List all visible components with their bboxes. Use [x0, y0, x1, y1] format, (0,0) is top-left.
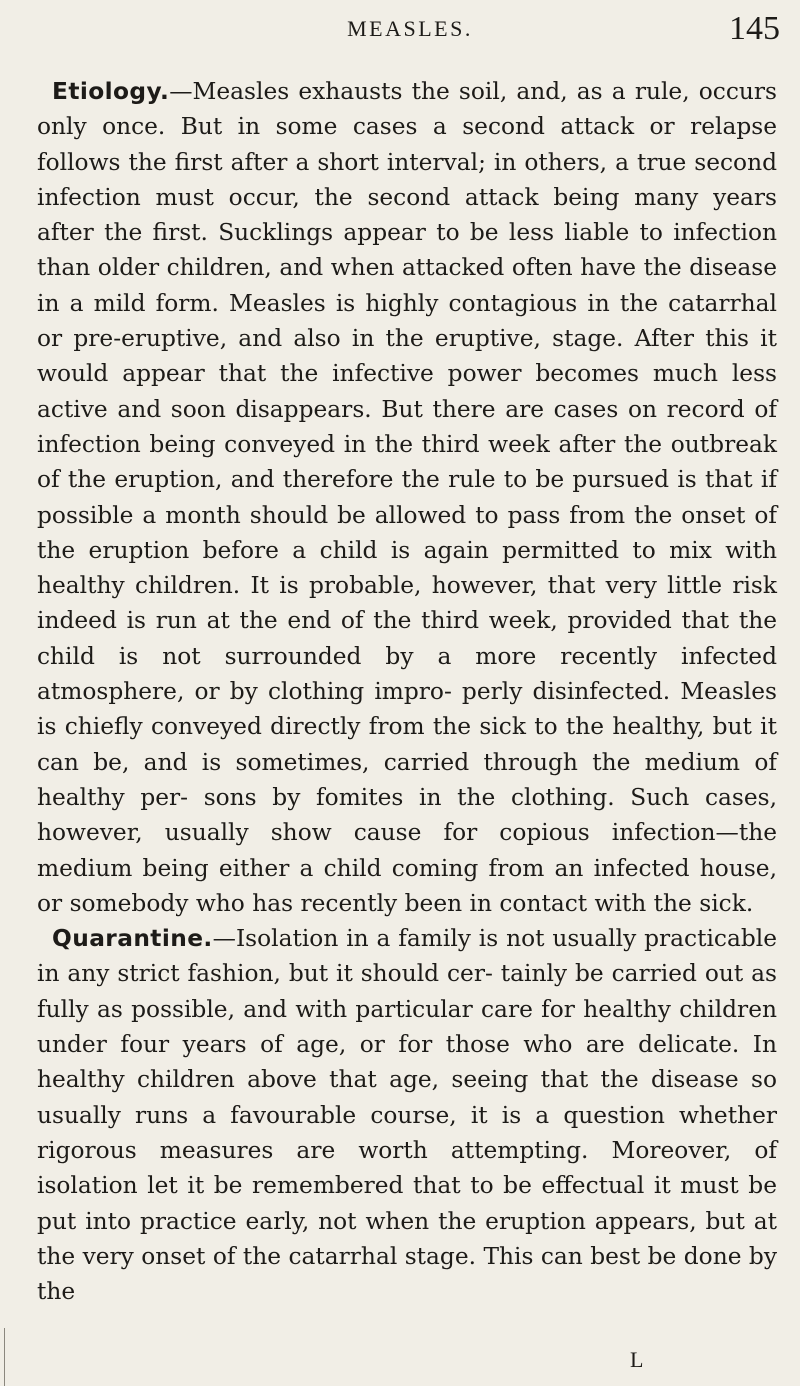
paragraph-quarantine-text: —Isolation in a family is not usually practicable in any strict fashion, but it should cer- tainly be carried out as fully as possible, and with particular care for healthy children under four years of age, or for those who are delicate. In healthy children above that age, seeing that the disease so usually runs a favourable course, it is a question whether rigorous measures are worth attempting. Moreover, of isolation let it be remembered that to be effectual it must be put into practice early, not when the eruption appears, but at the very onset of the catarrhal stage. This can best be done by the: [37, 925, 777, 1306]
running-title: MEASLES.: [347, 16, 473, 41]
page-edge-line: [4, 1328, 5, 1386]
signature-mark: L: [630, 1347, 644, 1372]
page-number: 145: [729, 10, 780, 47]
paragraph-etiology: [37, 74, 777, 921]
paragraph-etiology-text: —Measles exhausts the soil, and, as a rule, occurs only once. But in some cases a second attack or relapse follows the first after a short interval; in others, a true second infection must occur, the second attack being many years after the first. Sucklings appear to be less liable to infection than older children, and when attacked often have the disease in a mild form. Measles is highly contagious in the catarrhal or pre-eruptive, and also in the eruptive, stage. After this it would appear that the infective power becomes much less active and soon disappears. But there are cases on record of infection being conveyed in the third week after the outbreak of the eruption, and therefore the rule to be pursued is that if possible a month should be allowed to pass from the onset of the eruption before a child is again permitted to mix with healthy children. It is probable, however, that very little risk indeed is run at the end of the third week, provided that the child is not surrounded by a more recently infected atmosphere, or by clothing impro- perly disinfected. Measles is chiefly conveyed directly from the sick to the healthy, but it can be, and is sometimes, carried through the medium of healthy per- sons by fomites in the clothing. Such cases, however, usually show cause for copious infection—the medium being either a child coming from an infected house, or somebody who has recently been in contact with the sick.: [37, 78, 777, 917]
paragraph-quarantine: [37, 921, 777, 1309]
body-text: [37, 74, 777, 1309]
run-in-heading-quarantine: Quarantine.: [52, 925, 213, 953]
run-in-heading-etiology: Etiology.: [52, 78, 170, 105]
running-head: [40, 10, 780, 54]
